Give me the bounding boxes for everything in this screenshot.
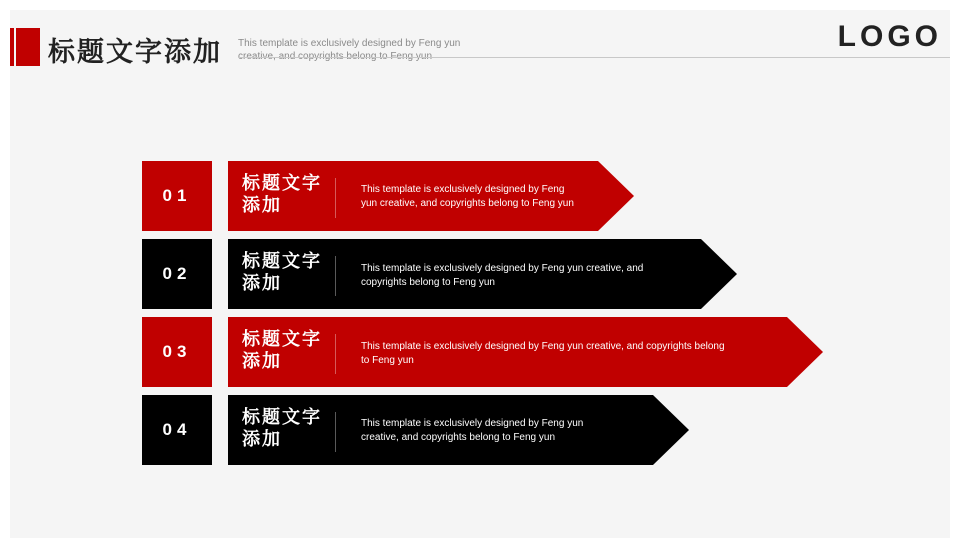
item-number: 04 [162,420,192,439]
item-title[interactable]: 标题文字添加 [242,407,322,450]
item-description[interactable]: This template is exclusively designed by Feng yun creative, and copyrights belong to Feng yun [361,341,725,366]
item-arrow-banner[interactable] [228,161,634,231]
item-divider [335,178,336,218]
page-title[interactable]: 标题文字添加 [48,37,222,68]
item-number-box[interactable] [142,395,212,465]
item-number: 01 [162,186,192,205]
item-description[interactable]: This template is exclusively designed by Feng yun creative, and copyrights belong to Feng yun [361,418,584,443]
item-number-box[interactable] [142,317,212,387]
item-number-box[interactable] [142,239,212,309]
item-title[interactable]: 标题文字添加 [242,173,322,216]
item-number-box[interactable] [142,161,212,231]
item-arrow-banner[interactable] [228,239,737,309]
item-description[interactable]: This template is exclusively designed by Feng yun creative, and copyrights belong to Feng yun [361,263,644,288]
item-description[interactable]: This template is exclusively designed by Feng yun creative, and copyrights belong to Feng yun [361,184,574,209]
item-number: 03 [162,342,192,361]
logo[interactable]: LOGO [837,20,942,53]
item-number: 02 [162,264,192,283]
item-divider [335,256,336,296]
item-divider [335,334,336,374]
item-arrow-banner[interactable] [228,317,823,387]
item-arrow-banner[interactable] [228,395,689,465]
item-divider [335,412,336,452]
header-divider [238,57,950,58]
title-accent-block [16,28,40,66]
item-title[interactable]: 标题文字添加 [242,251,322,294]
page-subtitle[interactable]: This template is exclusively designed by Feng yun [238,38,461,49]
title-accent-bar [10,28,14,66]
item-title[interactable]: 标题文字添加 [242,329,322,372]
